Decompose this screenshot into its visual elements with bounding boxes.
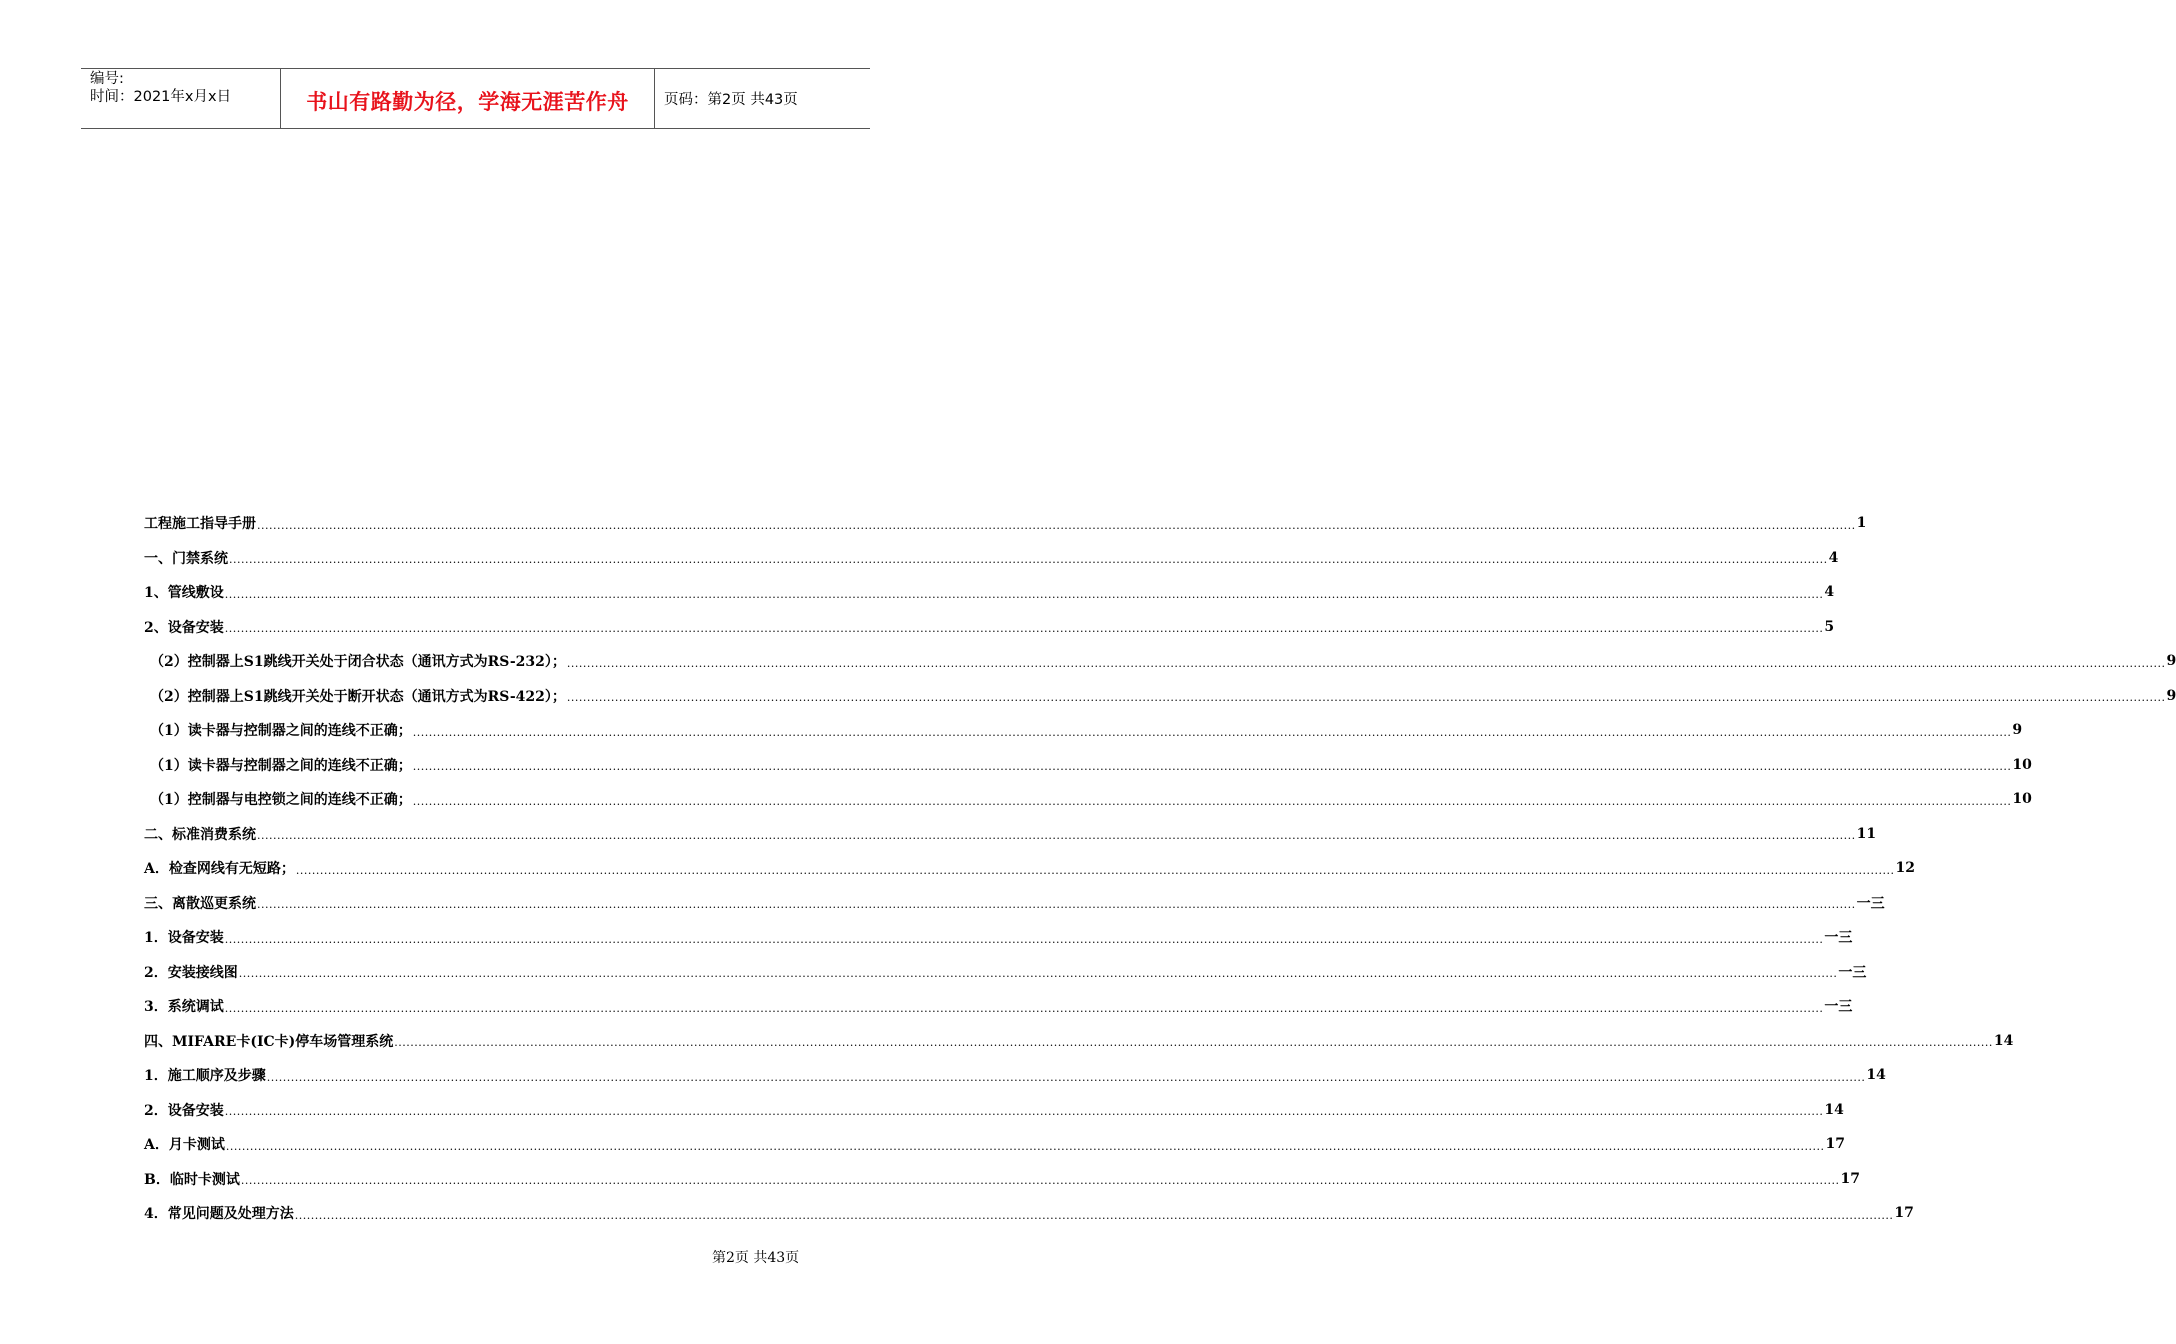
toc-entry-page: 17 xyxy=(1894,1205,1914,1222)
toc-entry-title: 4．常见问题及处理方法 xyxy=(144,1206,294,1223)
toc-entry-title: 1、管线敷设 xyxy=(144,585,224,602)
header-page-cell xyxy=(655,69,870,128)
toc-entry-title: B．临时卡测试 xyxy=(144,1171,240,1188)
toc-entry[interactable] xyxy=(144,955,1867,990)
toc-dot-leader: ................................................................................................................................................................................................................................................................................................................................................................................................................ xyxy=(257,898,1856,912)
toc-dot-leader: ................................................................................................................................................................................................................................................................................................................................................................................................................ xyxy=(225,1139,1825,1153)
toc-dot-leader: ................................................................................................................................................................................................................................................................................................................................................................................................................ xyxy=(294,1208,1894,1222)
toc-entry-page: 10 xyxy=(2012,791,2032,808)
toc-dot-leader: ................................................................................................................................................................................................................................................................................................................................................................................................................ xyxy=(266,1070,1866,1084)
toc-entry-title: 3．系统调试 xyxy=(144,999,224,1016)
toc-entry-page: 一三 xyxy=(1838,964,1867,981)
toc-dot-leader: ................................................................................................................................................................................................................................................................................................................................................................................................................ xyxy=(224,587,1824,601)
toc-entry[interactable] xyxy=(144,851,1915,886)
toc-dot-leader: ................................................................................................................................................................................................................................................................................................................................................................................................................ xyxy=(566,691,2166,705)
toc-dot-leader: ................................................................................................................................................................................................................................................................................................................................................................................................................ xyxy=(224,932,1824,946)
header-motto-cell xyxy=(281,69,655,128)
toc-entry-page: 14 xyxy=(1866,1067,1886,1084)
toc-entry-page: 4 xyxy=(1824,584,1835,601)
toc-dot-leader: ................................................................................................................................................................................................................................................................................................................................................................................................................ xyxy=(238,967,1838,981)
toc-entry-page: 一三 xyxy=(1856,895,1885,912)
toc-dot-leader: ................................................................................................................................................................................................................................................................................................................................................................................................................ xyxy=(224,622,1824,636)
toc-dot-leader: ................................................................................................................................................................................................................................................................................................................................................................................................................ xyxy=(224,1001,1824,1015)
toc-entry-title: （1）读卡器与控制器之间的连线不正确； xyxy=(150,757,412,774)
toc-entry-page: 17 xyxy=(1825,1136,1845,1153)
toc-entry-title: （1）控制器与电控锁之间的连线不正确； xyxy=(150,792,412,809)
toc-dot-leader: ................................................................................................................................................................................................................................................................................................................................................................................................................ xyxy=(229,553,1828,567)
toc-entry-page: 11 xyxy=(1856,825,1877,842)
toc-dot-leader: ................................................................................................................................................................................................................................................................................................................................................................................................................ xyxy=(240,1174,1840,1188)
toc-entry-title: A．检查网线有无短路； xyxy=(144,861,295,878)
toc-entry-title: （1）读卡器与控制器之间的连线不正确； xyxy=(150,723,412,740)
toc-entry-page: 一三 xyxy=(1824,930,1853,947)
toc-entry-title: 一、门禁系统 xyxy=(144,550,228,567)
toc-dot-leader: ................................................................................................................................................................................................................................................................................................................................................................................................................ xyxy=(412,794,2012,808)
toc-entry[interactable] xyxy=(144,541,1839,576)
toc-entry-title: 2、设备安装 xyxy=(144,619,224,636)
toc-dot-leader: ................................................................................................................................................................................................................................................................................................................................................................................................................ xyxy=(224,1105,1824,1119)
toc-dot-leader: ................................................................................................................................................................................................................................................................................................................................................................................................................ xyxy=(295,863,1895,877)
toc-entry-title: （2）控制器上S1跳线开关处于断开状态（通讯方式为RS-422）； xyxy=(150,688,566,705)
toc-entry[interactable] xyxy=(144,886,1885,921)
toc-entry[interactable] xyxy=(144,989,1853,1024)
toc-entry-title: A．月卡测试 xyxy=(144,1137,225,1154)
toc-dot-leader: ................................................................................................................................................................................................................................................................................................................................................................................................................ xyxy=(257,518,1856,532)
toc-entry[interactable] xyxy=(144,506,1867,541)
toc-entry[interactable] xyxy=(144,1024,2014,1059)
toc-entry[interactable] xyxy=(144,1196,1914,1231)
header-page-label: 页码：第2页 共43页 xyxy=(664,92,798,108)
number-label: 编号: xyxy=(90,71,124,87)
toc-dot-leader: ................................................................................................................................................................................................................................................................................................................................................................................................................ xyxy=(412,725,2012,739)
toc-entry-page: 12 xyxy=(1895,860,1915,877)
toc-entry-page: 9 xyxy=(2012,722,2023,739)
toc-entry[interactable] xyxy=(144,748,2032,783)
toc-entry-page: 14 xyxy=(1824,1101,1844,1118)
toc-dot-leader: ................................................................................................................................................................................................................................................................................................................................................................................................................ xyxy=(566,656,2166,670)
toc-entry-page: 4 xyxy=(1828,549,1839,566)
toc-entry[interactable] xyxy=(144,1093,1844,1128)
toc-entry-page: 9 xyxy=(2166,653,2176,670)
toc-entry-page: 5 xyxy=(1824,618,1835,635)
toc-entry-title: 1．设备安装 xyxy=(144,930,224,947)
toc-entry-title: 四、MIFARE卡(IC卡)停车场管理系统 xyxy=(144,1033,394,1050)
motto-text: 书山有路勤为径，学海无涯苦作舟 xyxy=(306,89,629,114)
toc-entry-page: 9 xyxy=(2166,687,2176,704)
toc-entry[interactable] xyxy=(144,782,2032,817)
toc-dot-leader: ................................................................................................................................................................................................................................................................................................................................................................................................................ xyxy=(412,760,2012,774)
toc-entry[interactable] xyxy=(144,1058,1886,1093)
toc-entry-page: 10 xyxy=(2012,756,2032,773)
toc-entry[interactable] xyxy=(144,575,1835,610)
toc-entry[interactable] xyxy=(144,713,2023,748)
time-label: 时间：2021年x月x日 xyxy=(90,89,232,105)
toc-entry-title: 2．安装接线图 xyxy=(144,964,238,981)
toc-entry-page: 1 xyxy=(1856,515,1867,532)
toc-entry-title: 工程施工指导手册 xyxy=(144,516,256,533)
toc-entry[interactable] xyxy=(144,1162,1860,1197)
toc-entry-title: 二、标准消费系统 xyxy=(144,826,256,843)
toc-entry-title: 1．施工顺序及步骤 xyxy=(144,1068,266,1085)
toc-entry[interactable] xyxy=(144,610,1835,645)
header-info xyxy=(81,69,281,128)
toc-entry-title: 2．设备安装 xyxy=(144,1102,224,1119)
toc-entry[interactable] xyxy=(144,644,2176,679)
toc-entry-title: （2）控制器上S1跳线开关处于闭合状态（通讯方式为RS-232）； xyxy=(150,654,566,671)
page-footer: 第2页 共43页 xyxy=(712,1250,800,1266)
toc-entry-page: 14 xyxy=(1993,1032,2014,1049)
table-of-contents xyxy=(144,506,2176,1231)
toc-entry[interactable] xyxy=(144,817,1877,852)
toc-entry-page: 一三 xyxy=(1824,999,1853,1016)
toc-entry[interactable] xyxy=(144,1127,1845,1162)
toc-entry[interactable] xyxy=(144,920,1853,955)
toc-dot-leader: ................................................................................................................................................................................................................................................................................................................................................................................................................ xyxy=(394,1036,1993,1050)
page-header xyxy=(81,68,870,129)
toc-entry-title: 三、离散巡更系统 xyxy=(144,895,256,912)
toc-dot-leader: ................................................................................................................................................................................................................................................................................................................................................................................................................ xyxy=(257,829,1856,843)
toc-entry-page: 17 xyxy=(1840,1170,1860,1187)
toc-entry[interactable] xyxy=(144,679,2176,714)
